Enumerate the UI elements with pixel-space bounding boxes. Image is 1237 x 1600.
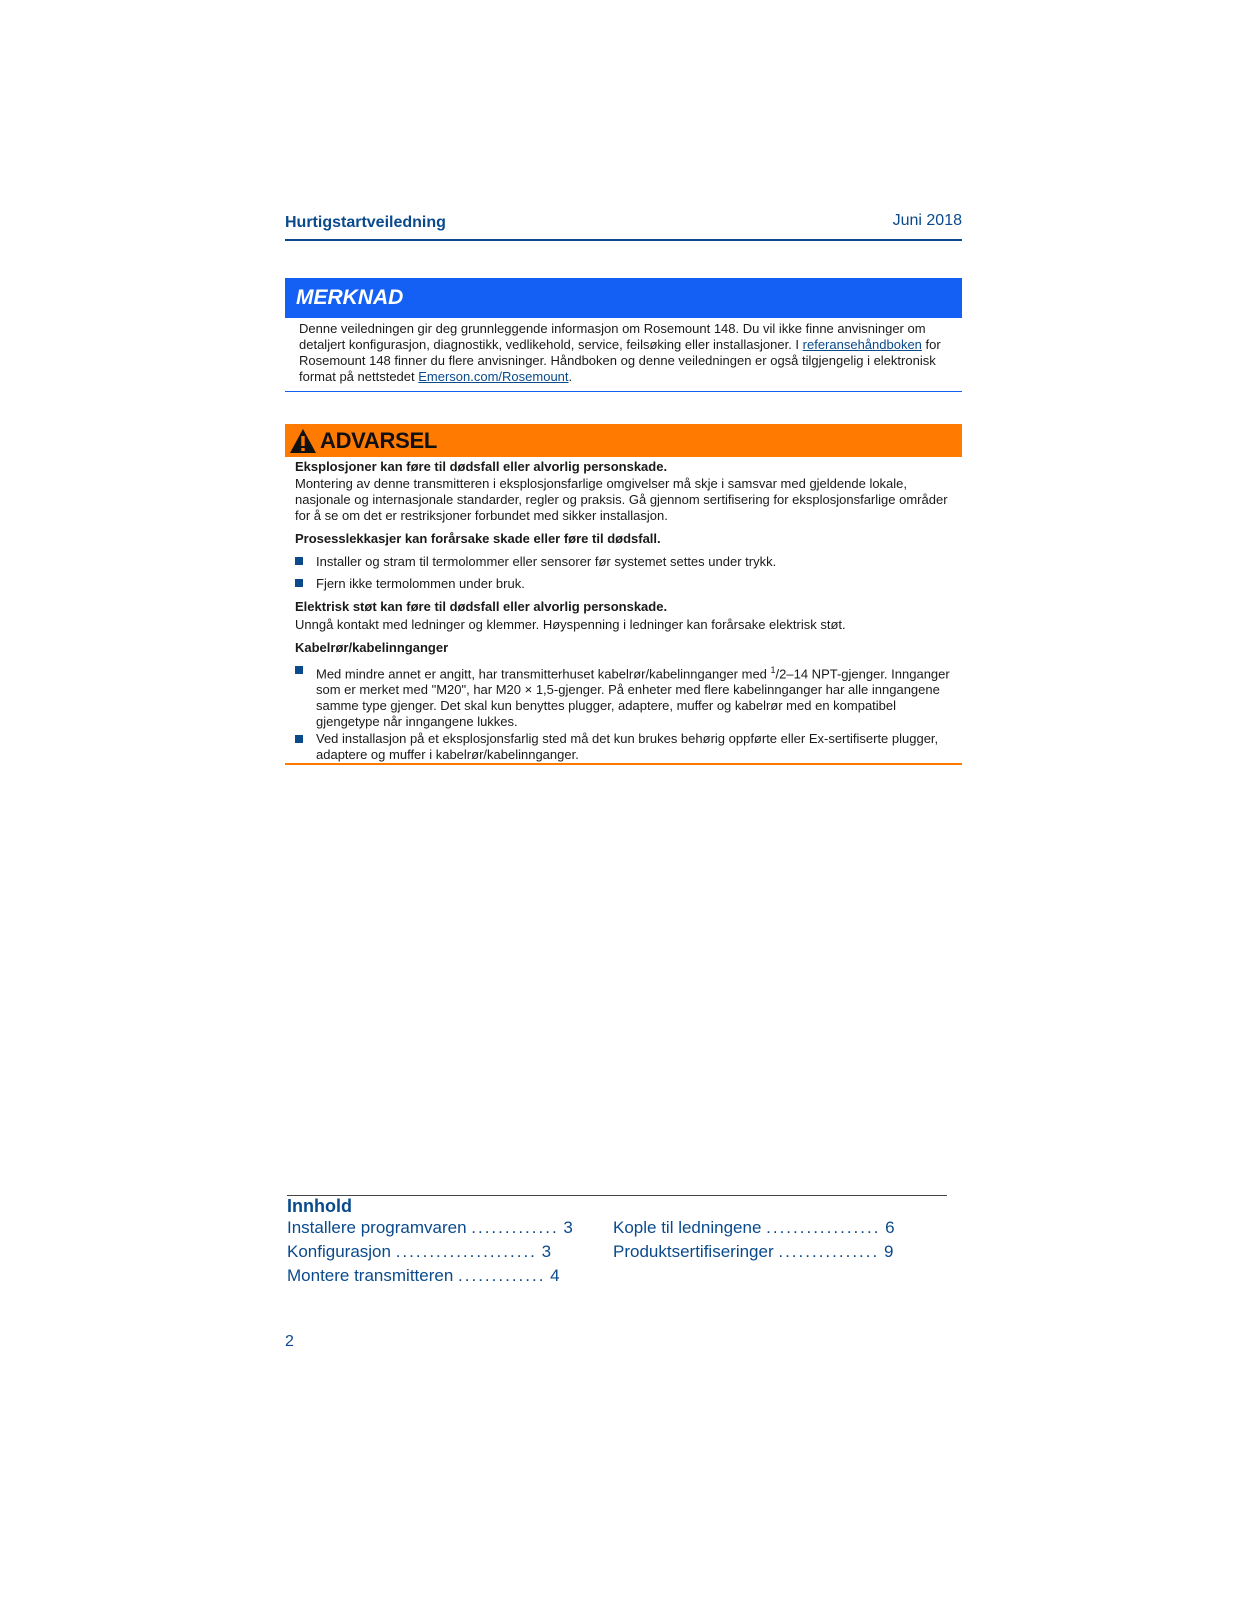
notice-text: . [568,369,573,384]
toc-entry-page: 6 [885,1218,895,1237]
fraction-numerator: 1 [770,665,776,675]
conduit-bullet: Ved installasjon på et eksplosjonsfarlig sted må det kun brukes behørig oppførte eller Ex-sertifiserte plugger, adaptere og muffer i kabelrør/kabelinnganger. [316,731,939,762]
toc-entry[interactable]: Installere programvaren ............. 3 [287,1218,573,1237]
shock-heading: Elektrisk støt kan føre til dødsfall eller alvorlig personskade. [295,599,668,614]
toc-entry-page: 9 [883,1242,894,1261]
square-bullet-icon [295,557,303,565]
explosion-heading: Eksplosjoner kan føre til dødsfall eller alvorlig personskade. [295,459,668,474]
conduit-bullet-text: /2–14 NPT-gjenger. Innganger som er merket med "M20", har M20 × 1,5-gjenger. På enheter med flere kabelinnganger har alle inngangene samme type gjenger. Det skal kun benyttes plugger, adaptere, muffer og kabelrør med en kompatibel gjengetype når inngangene lukkes. [316,666,950,730]
warning-triangle-icon [289,428,317,454]
toc-entry[interactable]: Montere transmitteren ............. 4 [287,1266,560,1285]
toc-entry-page: 3 [563,1218,573,1237]
warning-title: ADVARSEL [320,428,437,453]
toc-entry-page: 4 [550,1266,560,1285]
toc-entry-label: Produktsertifiseringer [613,1242,774,1261]
toc-divider [287,1195,947,1196]
square-bullet-icon [295,735,303,743]
reference-manual-link[interactable]: referansehåndboken [802,337,922,352]
toc-entry-label: Installere programvaren [287,1218,467,1237]
notice-text: Denne veiledningen gir deg grunnleggende informasjon om Rosemount 148. Du vil ikke finne anvisninger om detaljert konfigurasjon, diagnostikk, vedlikehold, service, feilsøking eller installasjoner. I [299,321,926,352]
notice-body [299,321,949,385]
toc-heading: Innhold [287,1196,352,1216]
conduit-bullet [316,662,956,730]
notice-divider [285,391,962,392]
shock-text: Unngå kontakt med ledninger og klemmer. Høyspenning i ledninger kan forårsake elektrisk støt. [295,617,846,632]
header-divider [285,239,962,241]
toc-entry[interactable]: Produktsertifiseringer ............... 9 [613,1242,894,1261]
square-bullet-icon [295,666,303,674]
notice-title: MERKNAD [296,286,404,309]
toc-entry-label: Montere transmitteren [287,1266,454,1285]
toc-entry[interactable]: Konfigurasjon ..................... 3 [287,1242,552,1261]
warning-divider [285,763,962,765]
document-date: Juni 2018 [892,212,962,229]
page-number: 2 [285,1333,294,1350]
toc-entry-label: Konfigurasjon [287,1242,391,1261]
conduit-bullet-text: Med mindre annet er angitt, har transmitterhuset kabelrør/kabelinnganger med [316,666,771,682]
conduit-heading: Kabelrør/kabelinnganger [295,640,449,655]
toc-entry[interactable]: Kople til ledningene ................. 6 [613,1218,895,1237]
leak-bullet: Installer og stram til termolommer eller sensorer før systemet settes under trykk. [316,554,777,569]
leak-heading: Prosesslekkasjer kan forårsake skade eller føre til dødsfall. [295,531,661,546]
website-link[interactable]: Emerson.com/Rosemount [418,369,569,384]
square-bullet-icon [295,579,303,587]
leak-bullet: Fjern ikke termolommen under bruk. [316,576,525,591]
document-title: Hurtigstartveiledning [285,214,446,231]
explosion-text: Montering av denne transmitteren i eksplosjonsfarlige omgivelser må skje i samsvar med gjeldende lokale, nasjonale og internasjonale standarder, regler og praksis. Gå gjennom sertifisering for eksplosjonsfarlige områder for å se om det er restriksjoner forbundet med sikker installasjon. [295,476,948,523]
toc-entry-label: Kople til ledningene [613,1218,762,1237]
toc-entry-page: 3 [541,1242,552,1261]
notice-text: for Rosemount 148 finner du flere anvisninger. Håndboken og denne veiledningen er også tilgjengelig i elektronisk format på nettstedet [299,337,941,384]
